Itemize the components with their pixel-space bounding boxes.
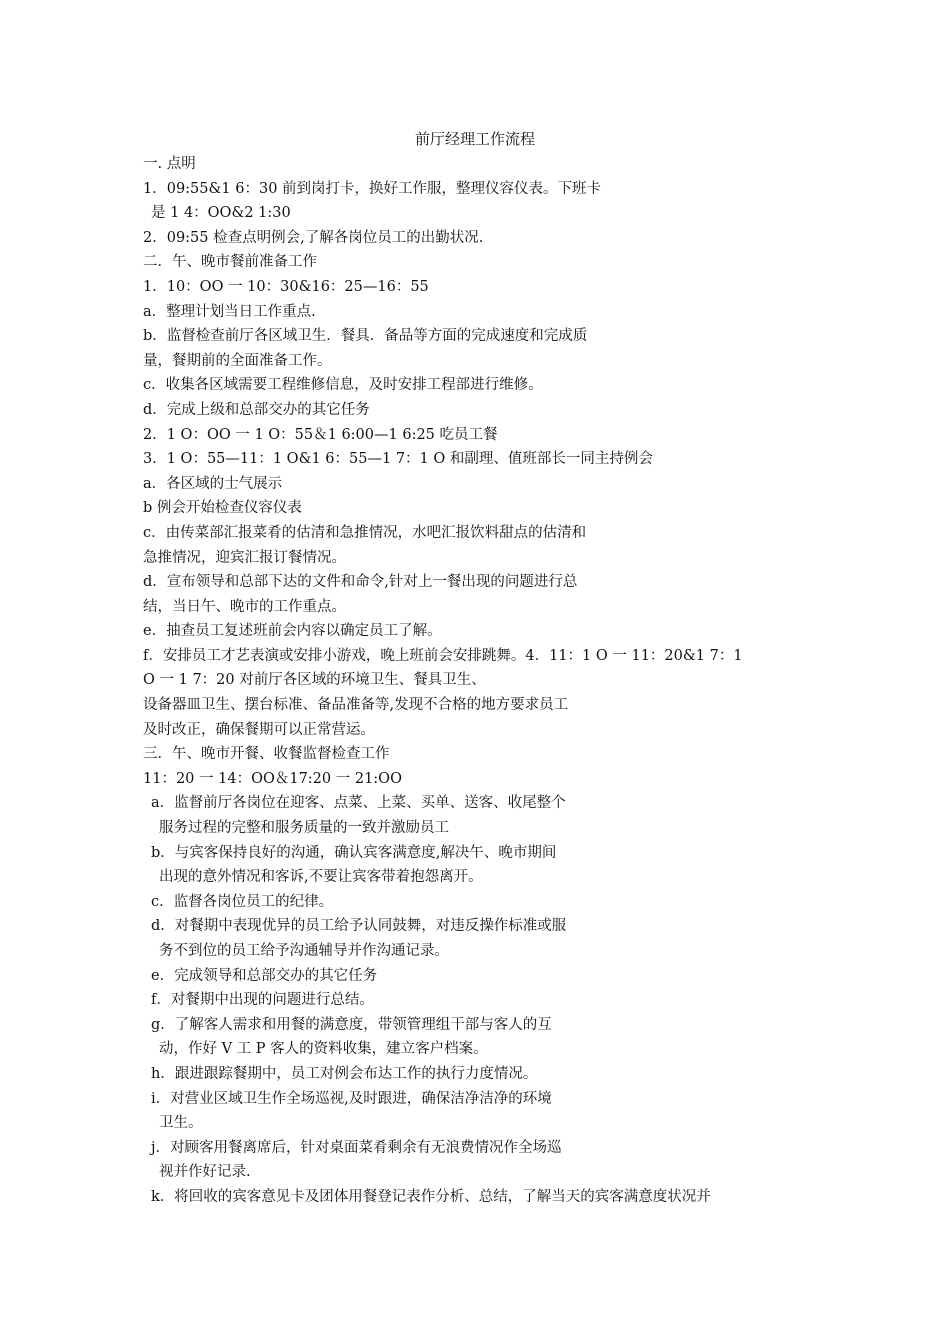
text-line: d．宣布领导和总部下达的文件和命令,针对上一餐出现的问题进行总	[143, 574, 578, 591]
text-line: 务不到位的员工给予沟通辅导并作沟通记录。	[159, 943, 449, 959]
text-line: f．对餐期中出现的问题进行总结。	[151, 992, 374, 1009]
text-line: 1．10：OO 一 10：30&16：25—16：55	[143, 278, 429, 295]
text-line: i．对营业区域卫生作全场巡视,及时跟进，确保洁净洁净的环境	[151, 1090, 552, 1107]
text-line: 量，餐期前的全面准备工作。	[143, 352, 332, 369]
text-line: 是 1 4：OO&2 1:30	[151, 205, 291, 222]
text-line: g．了解客人需求和用餐的满意度，带领管理组干部与客人的互	[151, 1016, 552, 1033]
text-line: c．收集各区域需要工程维修信息，及时安排工程部进行维修。	[143, 377, 543, 394]
document-title: 前厅经理工作流程	[414, 130, 535, 148]
text-line: d．对餐期中表现优异的员工给予认同鼓舞，对违反操作标准或服	[151, 918, 567, 935]
text-line: c．由传菜部汇报菜肴的估清和急推情况，水吧汇报饮料甜点的估清和	[143, 524, 587, 541]
text-line: 2．1 O：OO 一 1 O：55＆1 6:00—1 6:25 吃员工餐	[143, 426, 498, 443]
text-line: c．监督各岗位员工的纪律。	[151, 893, 334, 910]
text-line: a．各区域的士气展示	[143, 475, 283, 492]
text-line: e．完成领导和总部交办的其它任务	[151, 967, 378, 984]
text-line: f．安排员工才艺表演或安排小游戏，晚上班前会安排跳舞。4．11：1 O 一 11：20&1 7：1	[143, 647, 743, 664]
text-line: 11：20 一 14：OO＆17:20 一 21:OO	[143, 770, 402, 787]
text-line: 卫生。	[159, 1115, 203, 1132]
text-line: 2．09:55 检查点明例会,了解各岗位员工的出勤状况.	[143, 229, 484, 246]
text-line: 急推情况，迎宾汇报订餐情况。	[143, 549, 346, 566]
text-line: j．对顾客用餐离席后，针对桌面菜肴剩余有无浪费情况作全场巡	[151, 1139, 562, 1156]
text-line: 3．1 O：55—11：1 O&1 6：55—1 7：1 O 和副理、值班部长一同主持例会	[143, 451, 653, 468]
text-line: 视并作好记录.	[159, 1164, 251, 1181]
text-line: b 例会开始检查仪容仪表	[143, 500, 302, 517]
section-heading: 三．午、晚市开餐、收餐监督检查工作	[143, 746, 390, 763]
text-line: a．整理计划当日工作重点.	[143, 303, 316, 320]
text-line: 动，作好 V 工 P 客人的资料收集，建立客户档案。	[159, 1041, 488, 1058]
text-line: O 一 1 7：20 对前厅各区域的环境卫生、餐具卫生、	[143, 672, 486, 689]
text-line: 1．09:55&1 6：30 前到岗打卡，换好工作服，整理仪容仪表。下班卡	[143, 180, 602, 197]
text-line: 服务过程的完整和服务质量的一致并激励员工	[159, 820, 449, 837]
text-line: a．监督前厅各岗位在迎客、点菜、上菜、买单、送客、收尾整个	[151, 795, 566, 812]
document-body	[143, 152, 823, 1210]
text-line: 出现的意外情况和客诉,不要让宾客带着抱怨离开。	[159, 869, 483, 886]
section-heading: 一. 点明	[143, 156, 196, 172]
text-line: d．完成上级和总部交办的其它任务	[143, 401, 370, 418]
text-line: k．将回收的宾客意见卡及团体用餐登记表作分析、总结，了解当天的宾客满意度状况并	[151, 1188, 711, 1205]
text-line: b．与宾客保持良好的沟通，确认宾客满意度,解决午、晚市期间	[151, 844, 557, 861]
section-heading: 二．午、晚市餐前准备工作	[143, 254, 317, 271]
text-line: b．监督检查前厅各区域卫生．餐具．备品等方面的完成速度和完成质	[143, 328, 588, 345]
text-line: 设备器皿卫生、摆台标准、备品准备等,发现不合格的地方要求员工	[143, 697, 569, 714]
text-line: e．抽查员工复述班前会内容以确定员工了解。	[143, 623, 442, 640]
text-line: 及时改正，确保餐期可以正常营运。	[143, 721, 375, 738]
text-line: 结，当日午、晚市的工作重点。	[143, 598, 346, 615]
text-line: h．跟进跟踪餐期中，员工对例会布达工作的执行力度情况。	[151, 1065, 538, 1082]
